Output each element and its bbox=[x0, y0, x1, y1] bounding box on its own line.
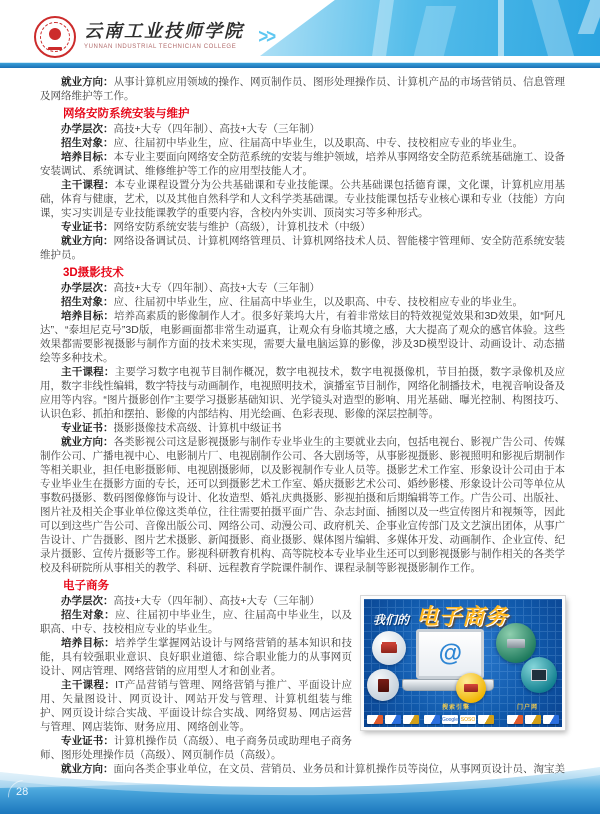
paragraph-goal bbox=[40, 150, 565, 178]
college-seal-icon bbox=[34, 16, 76, 58]
college-name-block bbox=[84, 23, 244, 50]
field-text: 本专业主要面向网络安全防范系统的安装与维护领域，培养从事网络安全防范系统基础施工、设备安装调试、系统调试、维修维护等工作的应用型技能人才。 bbox=[40, 151, 565, 177]
promo-title-text: 电子商务 bbox=[416, 604, 509, 629]
printer-glyph bbox=[464, 684, 478, 692]
field-label: 主干课程： bbox=[61, 366, 115, 378]
google-logo-chip: Google bbox=[442, 716, 458, 723]
field-label: 招生对象： bbox=[61, 609, 115, 621]
field-text: 应、往届初中毕业生，应、往届高中毕业生，以及职高、中专、技校相应专业的毕业生。 bbox=[40, 609, 353, 635]
field-text: 网络设备调试员、计算机网络管理员、计算机网络技术人员、智能楼宇管理师、安全防范系统安装维护员。 bbox=[40, 235, 565, 261]
field-text: 培养高素质的影像制作人才。很多好莱坞大片，有着非常炫目的特效视觉效果和3D效果，如“阿凡达”、“泰坦尼克号”3D版，电影画面都非常生动逼真，让观众有身临其境之感，大大提高了观众的感官体验。这些效果都需要影视摄影与制作方面的技术来实现，需要大量电脑运算的影像，涉及3D模型设计、动画设计、动态描绘等多种技术。 bbox=[40, 310, 565, 364]
field-text: 摄影摄像技术高级、计算机中级证书 bbox=[113, 422, 282, 434]
field-label: 办学层次： bbox=[61, 595, 114, 607]
college-name-zh: 云南工业技师学院 bbox=[84, 21, 244, 43]
college-name-en: YUNNAN INDUSTRIAL TECHNICIAN COLLEGE bbox=[84, 44, 237, 51]
ecommerce-section-body bbox=[40, 594, 565, 776]
bubble-machine-icon bbox=[367, 669, 399, 701]
logo-chip bbox=[525, 715, 541, 724]
paragraph-certificates bbox=[40, 421, 565, 435]
field-text: 从事计算机应用领域的操作、网页制作员、图形处理操作员、计算机产品的市场营销员、信息管理及网络维护等工作。 bbox=[40, 76, 565, 102]
equipment-glyph bbox=[507, 639, 525, 648]
logo-chip-group-search bbox=[424, 715, 494, 724]
decor-shard bbox=[498, 0, 504, 56]
field-text: 应、往届初中毕业生，应、往届高中毕业生，以及职高、中专、技校相应专业的毕业生。 bbox=[113, 296, 523, 308]
field-text: 高技+大专（四年制）、高技+大专（三年制） bbox=[113, 595, 321, 607]
college-logo bbox=[34, 16, 274, 58]
seal-base bbox=[48, 47, 62, 50]
logo-chip-group-portal bbox=[507, 715, 559, 724]
paragraph-certificates bbox=[40, 734, 565, 762]
field-label: 专业证书： bbox=[61, 735, 114, 747]
field-text: IT产品营销与管理、网络营销与推广、平面设计应用、矢量图设计、网页设计、网站开发与管理、计算机组装与维护、网页设计综合实战、平面设计综合实战、网络贸易、网店运营与管理、网店装饰、财务应用、网络创业等。 bbox=[40, 679, 352, 733]
field-label: 主干课程： bbox=[61, 179, 115, 191]
paragraph-employment bbox=[40, 234, 565, 262]
field-label: 就业方向： bbox=[61, 235, 114, 247]
field-label: 专业证书： bbox=[61, 221, 114, 233]
promo-prefix-text: 我们的 bbox=[373, 613, 410, 627]
field-label: 招生对象： bbox=[61, 296, 114, 308]
section-title-network-security: 网络安防系统安装与维护 bbox=[63, 108, 190, 120]
building-glyph bbox=[381, 644, 397, 653]
field-text: 主要学习数字电视节目制作概况，数字电视技术，数字电视摄像机，节目拍摄，数字录像机及应用，数字非线性编辑，数字特技与动画制作，电视照明技术，演播室节目制作，网络化制播技术，电视音响设备及应用等内容。“图片摄影创作”主要学习摄影基础知识、光学镜头对造型的影响、用光基础、曝光控制、构图技巧、认识色彩、抓拍和摆拍、影像的内部结构、用光绘画、色彩表现、影像的深层控制等。 bbox=[40, 366, 566, 420]
field-text: 高技+大专（四年制）、高技+大专（三年制） bbox=[113, 282, 321, 294]
logo-chip bbox=[478, 715, 494, 724]
field-label: 主干课程： bbox=[61, 679, 116, 691]
bubble-building-icon bbox=[372, 631, 406, 665]
paragraph-certificates bbox=[40, 220, 565, 234]
bubble-printer-icon bbox=[456, 673, 486, 703]
field-label: 就业方向： bbox=[61, 76, 114, 88]
decor-shard bbox=[578, 0, 600, 34]
page-number: 28 bbox=[16, 786, 29, 798]
seal-emblem bbox=[49, 28, 61, 40]
logo-chip bbox=[367, 715, 383, 724]
soso-logo-chip: SOSO bbox=[460, 716, 476, 723]
label-search-engines: 搜索引擎 bbox=[442, 705, 471, 711]
logo-chip-group bbox=[367, 715, 419, 724]
paragraph-goal bbox=[40, 309, 565, 365]
page-content bbox=[0, 68, 600, 776]
paragraph-levels bbox=[40, 281, 565, 295]
label-portal-sites: 门户网 bbox=[516, 705, 538, 711]
at-swoosh-icon: @ bbox=[438, 640, 462, 667]
page-header bbox=[0, 0, 600, 62]
field-text: 本专业课程设置分为公共基础课和专业技能课。公共基础课包括德育课，文化课，计算机应用基础，体育与健康，艺术，以及其他自然科学和人文科学类基础课。专业技能课包括专业核心课和专业（技能）方向课，实习实训是专业技能课教学的重要内容，含校内外实训、顶岗实习等多种形式。 bbox=[40, 179, 566, 219]
field-text: 高技+大专（四年制）、高技+大专（三年制） bbox=[113, 123, 321, 135]
bubble-equipment-icon bbox=[496, 623, 536, 663]
paragraph-employment bbox=[40, 762, 565, 776]
decor-shard bbox=[414, 6, 456, 56]
logo-chip bbox=[543, 715, 559, 724]
field-label: 办学层次： bbox=[61, 282, 114, 294]
header-decoration bbox=[260, 0, 600, 56]
bubble-monitor-icon bbox=[521, 657, 557, 693]
field-text: 计算机操作员（高级）、电子商务员或助理电子商务师、图形处理操作员（高级）、网页制作员（高级）。 bbox=[40, 735, 353, 761]
paragraph-courses bbox=[40, 178, 565, 220]
field-text: 面向各类企事业单位，在文员、营销员、业务员和计算机操作员等岗位，从事网页设计员、淘宝美 bbox=[113, 763, 565, 775]
logo-chip bbox=[424, 715, 440, 724]
field-label: 办学层次： bbox=[61, 123, 114, 135]
paragraph-admission bbox=[40, 295, 565, 309]
paragraph-courses bbox=[40, 365, 565, 421]
field-label: 培养目标： bbox=[61, 310, 114, 322]
field-label: 招生对象： bbox=[61, 137, 114, 149]
section-title-ecommerce: 电子商务 bbox=[63, 580, 109, 592]
field-text: 各类影视公司这是影视摄影与制作专业毕业生的主要就业去向，包括电视台、影视广告公司、传媒制作公司、广播电视中心、电影制片厂、电视剧制作公司、各大剧场等，从事影视摄影、影视照明和影视后期制作等相关职业，担任电影摄影师、电视剧摄影师，以及影视制作专业人员等。摄影艺术工作室、形象设计公司由于本专业毕业生在摄影方面的专长，还可以到摄影艺术工作室、婚庆摄影艺术公司、婚纱影楼、形象设计公司等单位从事数码摄影、数码图像修饰与设计、化妆造型、婚礼庆典摄影、影视拍摄和后期编辑等工作。广告公司、出版社、图片社及相关企事业单位像这类单位，往往需要拍摄平面广告、杂志封面、插图以及一些宣传图片和视频等，因此可以到这些广告公司、音像出版公司、网络公司、动漫公司、政府机关、企事业宣传部门及文艺演出团体，从事广告设计、广告摄影、图片艺术摄影、新闻摄影、商业摄影、媒体图片编辑、多媒体开发、动画制作、企业宣传、纪录片摄影、宣传片摄影等工作。影视科研教育机构、高等院校本专业毕业生还可以到影视摄影与制作相关的各类学校及科研院所从事相关的教学、科研、远程教育学院课件制作、课程录制等影视摄影制作工作。 bbox=[40, 436, 565, 574]
logo-chip bbox=[507, 715, 523, 724]
decor-shard bbox=[532, 0, 574, 56]
field-label: 就业方向： bbox=[61, 763, 114, 775]
ecommerce-promo-image bbox=[361, 596, 565, 730]
section-title-3d-photography: 3D摄影技术 bbox=[63, 267, 124, 279]
field-label: 专业证书： bbox=[61, 422, 114, 434]
field-text: 应、往届初中毕业生，应、往届高中毕业生，以及职高、中专、技校相应专业的毕业生。 bbox=[113, 137, 523, 149]
intro-paragraph bbox=[40, 75, 565, 103]
paragraph-levels bbox=[40, 122, 565, 136]
chevrons-icon: >> bbox=[258, 25, 274, 48]
machine-glyph bbox=[378, 679, 389, 692]
monitor-glyph bbox=[531, 669, 547, 681]
field-label: 就业方向： bbox=[61, 436, 114, 448]
decor-shard bbox=[372, 0, 394, 56]
laptop-icon bbox=[416, 629, 484, 679]
field-label: 培养目标： bbox=[61, 637, 115, 649]
logo-chip bbox=[385, 715, 401, 724]
field-text: 培养学生掌握网站设计与网络营销的基本知识和技能，具有较强职业意识、良好职业道德、综合职业能力的从事网页设计、网店管理、网络营销的应用型人才和创业者。 bbox=[40, 637, 353, 677]
logo-chip bbox=[403, 715, 419, 724]
paragraph-employment bbox=[40, 435, 565, 575]
field-text: 网络安防系统安装与维护（高级），计算机技术（中级） bbox=[113, 221, 371, 233]
field-label: 培养目标： bbox=[61, 151, 114, 163]
paragraph-admission bbox=[40, 136, 565, 150]
